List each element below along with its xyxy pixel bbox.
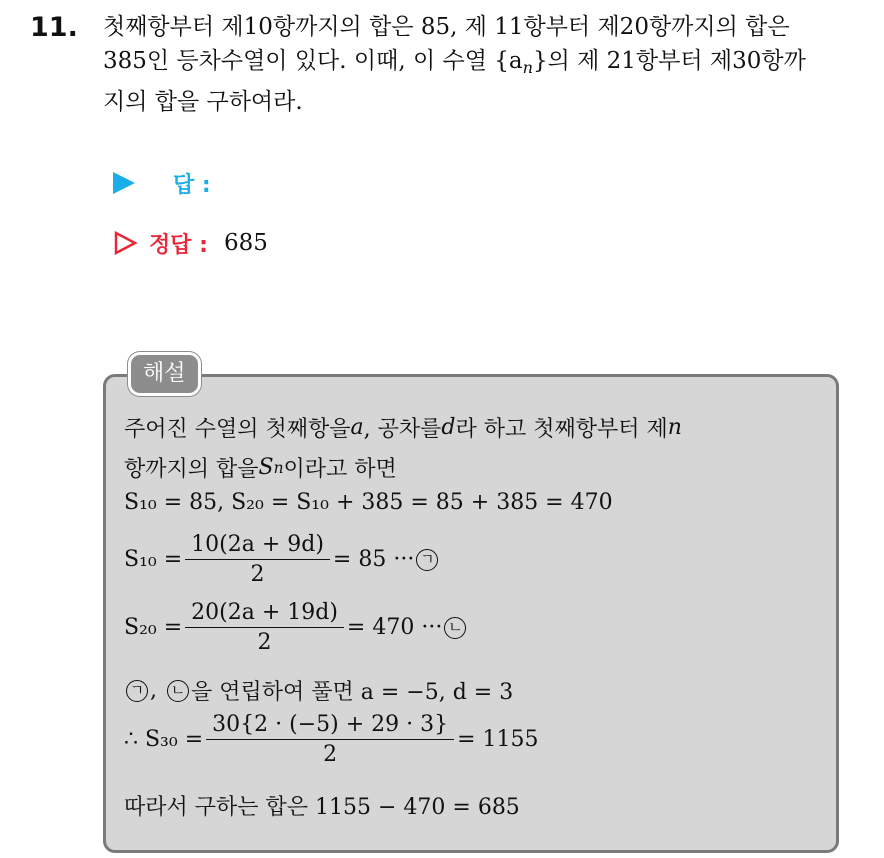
equation-lhs: S₂₀ = xyxy=(124,615,183,640)
solution-text: 이라고 하면 xyxy=(283,457,397,482)
var-d: d xyxy=(441,415,456,440)
sequence-subscript: n xyxy=(522,57,533,77)
separator: , xyxy=(150,678,157,703)
var-n-subscript: n xyxy=(273,458,284,477)
fraction-denominator: 2 xyxy=(185,627,344,655)
fraction-denominator: 2 xyxy=(185,559,330,587)
solution-text: 항까지의 합을 xyxy=(124,457,259,482)
play-triangle-icon xyxy=(113,172,135,194)
solution-text: 주어진 수열의 첫째항을 xyxy=(124,417,351,442)
correct-answer-value: 685 xyxy=(223,230,268,256)
fraction-numerator: 10(2a + 9d) xyxy=(191,532,324,557)
equation-lhs: ∴ S₃₀ = xyxy=(124,727,204,752)
solution-text: 라 하고 첫째항부터 제 xyxy=(455,417,668,442)
fraction-numerator: 30{2 · (−5) + 29 · 3} xyxy=(212,712,449,737)
solution-line-7 xyxy=(124,712,539,767)
correct-answer-label: 정답 : xyxy=(149,232,208,258)
question-line-1: 첫째항부터 제10항까지의 합은 85, 제 11항부터 제20항까지의 합은 xyxy=(103,14,790,40)
circled-label-icon: ㄱ xyxy=(126,680,148,702)
solution-line-5 xyxy=(124,600,468,655)
outline-triangle-icon xyxy=(113,231,137,255)
solution-tab: 해설 xyxy=(128,352,201,396)
question-line-2-part-b: }의 제 21항부터 제30항까 xyxy=(532,48,806,74)
fraction-numerator: 20(2a + 19d) xyxy=(191,600,338,625)
fraction xyxy=(209,712,451,767)
fraction xyxy=(188,600,341,655)
answer-label: 답 : xyxy=(173,172,211,198)
var-n: n xyxy=(667,415,682,440)
question-number: 11. xyxy=(30,12,78,43)
circled-label-icon: ㄴ xyxy=(167,680,189,702)
equation-rhs: = 470 ··· xyxy=(346,615,443,640)
solution-line-8: 따라서 구하는 합은 1155 − 470 = 685 xyxy=(124,795,520,820)
var-a: a xyxy=(350,415,364,440)
question-line-3: 지의 합을 구하여라. xyxy=(103,88,303,115)
circled-label-icon: ㄱ xyxy=(416,549,438,571)
solution-line-6 xyxy=(124,675,513,706)
solution-line-4 xyxy=(124,532,440,587)
solution-text: , 공차를 xyxy=(363,417,442,442)
correct-answer-row xyxy=(113,226,268,260)
equation-lhs: S₁₀ = xyxy=(124,547,183,572)
fraction xyxy=(188,532,327,587)
question-line-2 xyxy=(103,44,863,85)
equation-rhs: = 1155 xyxy=(457,727,539,752)
question-text xyxy=(103,10,863,119)
fraction-denominator: 2 xyxy=(206,739,454,767)
solution-line-1 xyxy=(124,412,682,443)
solution-line-2 xyxy=(124,452,397,483)
circled-label-icon: ㄴ xyxy=(444,617,466,639)
question-line-2-part-a: 385인 등차수열이 있다. 이때, 이 수열 {a xyxy=(103,48,523,74)
solution-line-3: S₁₀ = 85, S₂₀ = S₁₀ + 385 = 85 + 385 = 470 xyxy=(124,490,613,515)
solution-text: 을 연립하여 풀면 a = −5, d = 3 xyxy=(191,680,514,705)
var-s: S xyxy=(258,455,274,480)
equation-rhs: = 85 ··· xyxy=(332,547,415,572)
answer-row xyxy=(113,166,211,200)
